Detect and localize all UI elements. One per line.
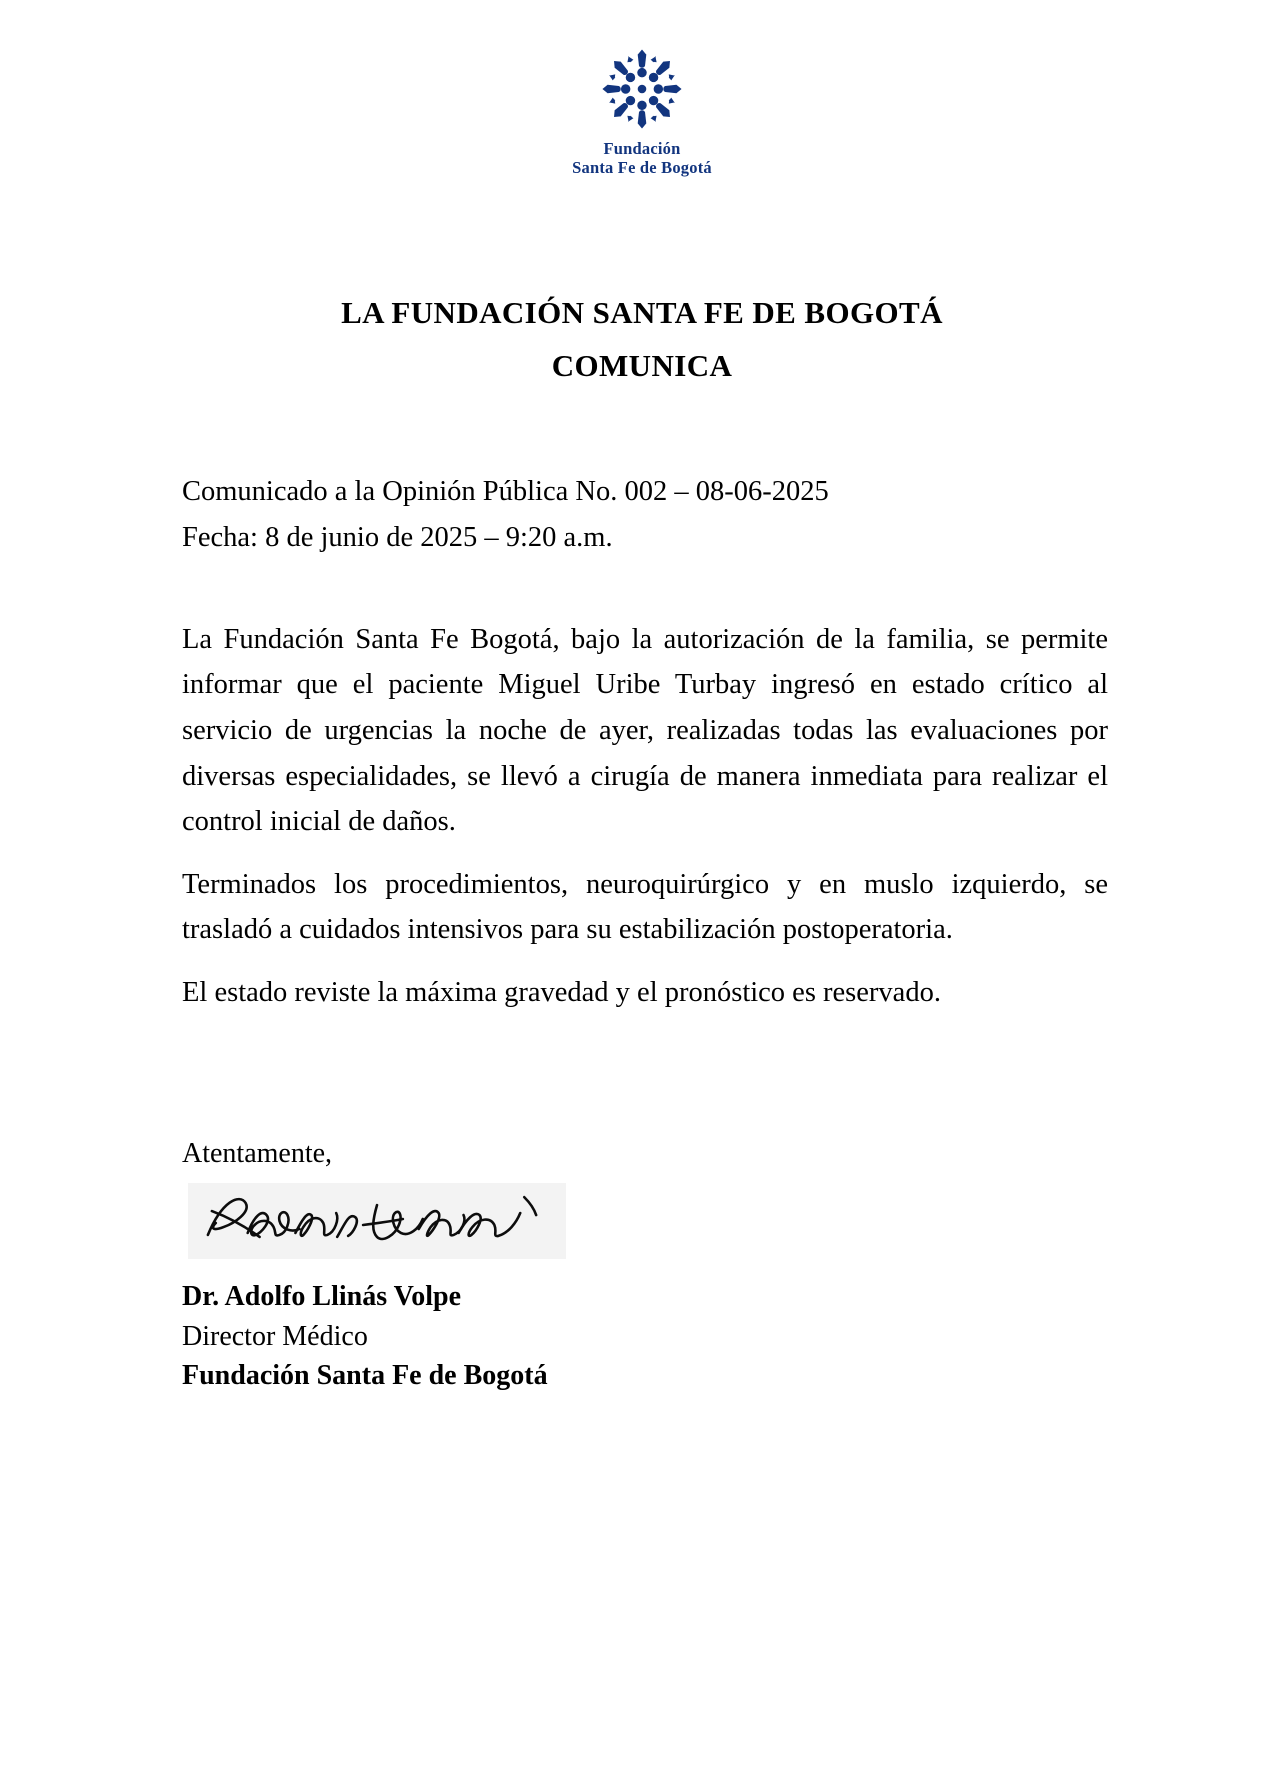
communique-date: Fecha: 8 de junio de 2025 – 9:20 a.m. <box>182 521 613 553</box>
paragraph: Terminados los procedimientos, neuroquirúrgico y en muslo izquierdo, se trasladó a cuidados intensivos para su estabilización postoperatoria. <box>182 868 1108 946</box>
document-title-line1: LA FUNDACIÓN SANTA FE DE BOGOTÁ <box>341 294 943 330</box>
paragraph: La Fundación Santa Fe Bogotá, bajo la autorización de la familia, se permite informar que el paciente Miguel Uribe Turbay ingresó en estado crítico al servicio de urgencias la noche de ayer, realizadas todas las evaluaciones por diversas especialidades, se llevó a cirugía de manera inmediata para realizar el control inicial de daños. <box>182 623 1108 838</box>
handwritten-signature-icon <box>188 1183 566 1259</box>
signature-greeting: Atentamente, <box>182 1137 333 1169</box>
foundation-wordmark <box>572 139 712 178</box>
document-title <box>0 286 1284 393</box>
signature-block <box>182 1134 1108 1396</box>
signer-name: Dr. Adolfo Llinás Volpe <box>182 1280 462 1312</box>
document-body <box>176 469 1108 1397</box>
communique-text <box>182 617 1108 1016</box>
signer-role: Director Médico <box>182 1320 368 1352</box>
foundation-wordmark-line1: Fundación <box>603 139 681 158</box>
letterhead <box>0 0 1284 178</box>
communique-number: Comunicado a la Opinión Pública No. 002 – 08-06-2025 <box>182 475 829 507</box>
signer-organization: Fundación Santa Fe de Bogotá <box>182 1360 548 1392</box>
foundation-wordmark-line2: Santa Fe de Bogotá <box>572 158 712 178</box>
document-title-line2: COMUNICA <box>551 348 733 384</box>
paragraph: El estado reviste la máxima gravedad y el pronóstico es reservado. <box>182 977 941 1009</box>
foundation-logo-icon <box>599 46 685 132</box>
communique-meta <box>182 469 1108 561</box>
